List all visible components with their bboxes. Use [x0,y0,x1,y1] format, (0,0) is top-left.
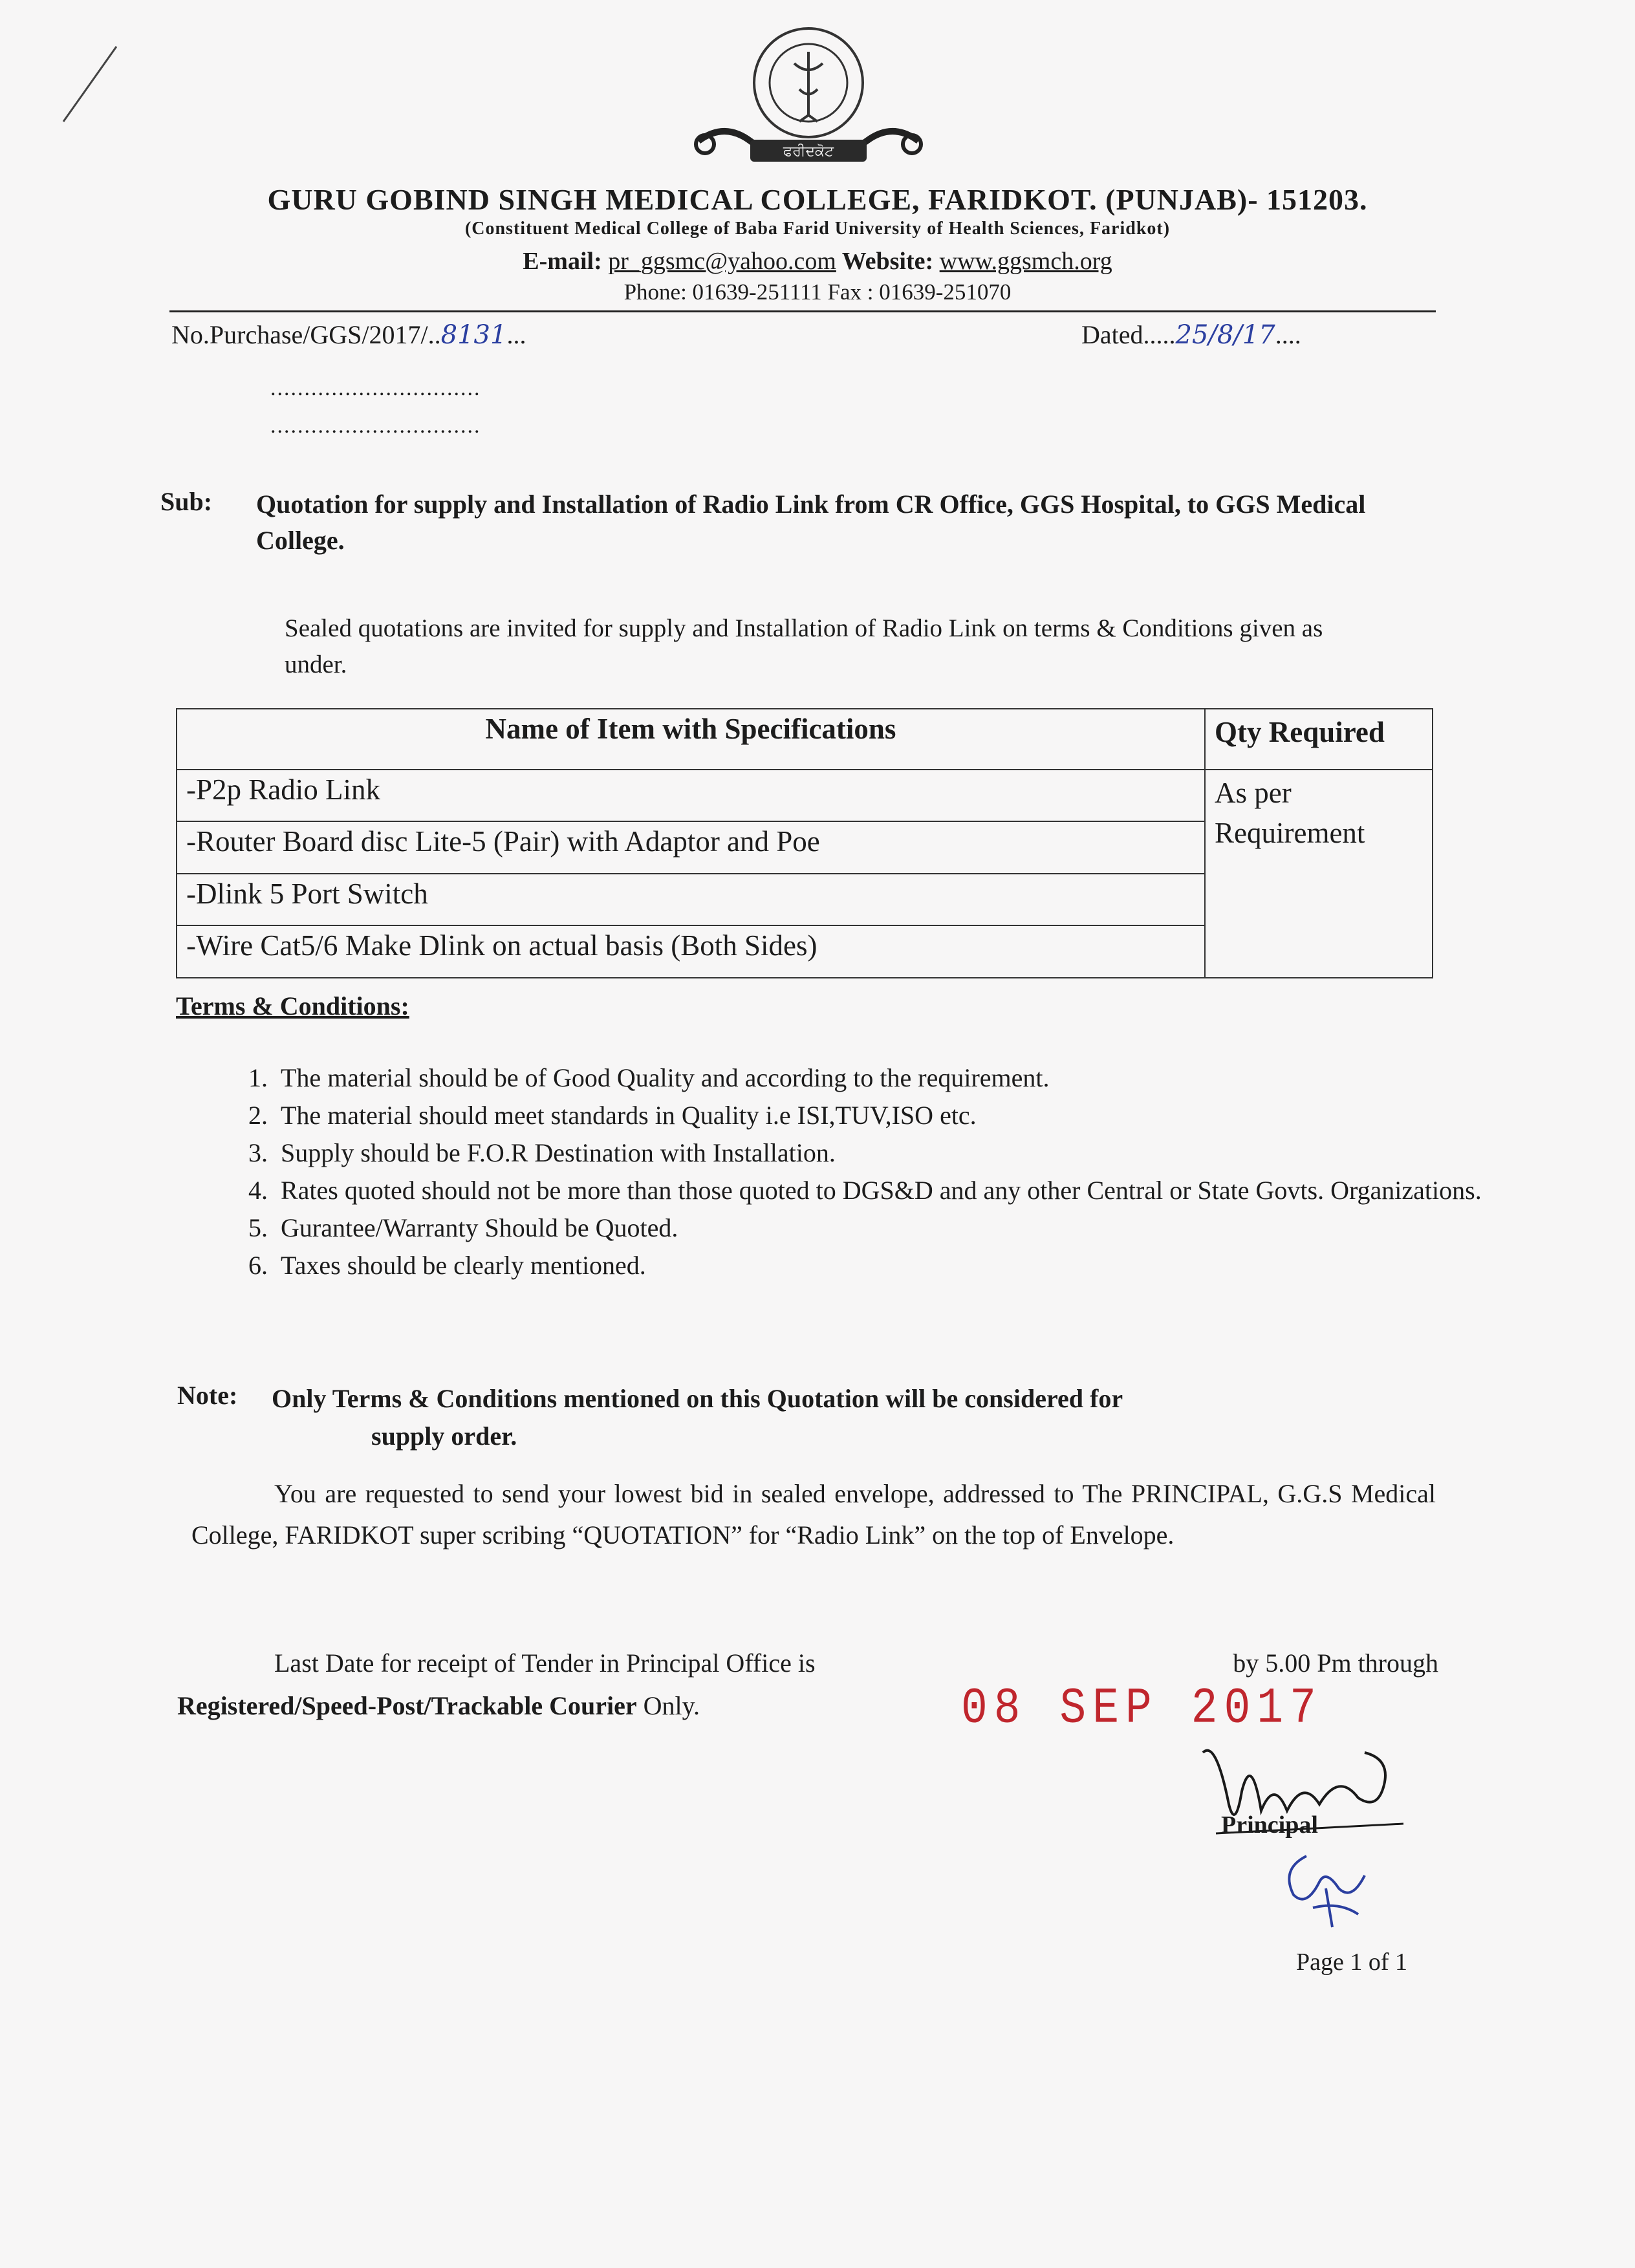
principal-signature [1190,1714,1410,1863]
terms-list [222,1059,1490,1284]
terms-heading: Terms & Conditions: [176,991,409,1021]
address-line-2: ............................... [270,414,481,438]
note-text [272,1380,1423,1455]
college-logo [686,12,931,180]
last-date-prefix: Last Date for receipt of Tender in Principal Office is [274,1648,816,1678]
note-line-2: supply order. [371,1421,517,1451]
request-paragraph: You are requested to send your lowest bid in sealed envelope, addressed to The PRINCIPAL, G.G.S Medical College, FARIDKOT super scribing “QUOTATION” for “Radio Link” on the top of Envelope. [191,1479,1436,1550]
date-stamp: 08 SEP 2017 [961,1680,1323,1738]
website-label: Website: [841,248,934,275]
item-cell: -Dlink 5 Port Switch [177,874,1205,926]
contact-line [0,247,1635,275]
email-label: E-mail: [523,248,602,275]
term-item: 2. The material should meet standards in Quality i.e ISI,TUV,ISO etc. [274,1097,1490,1134]
term-item: 5. Gurantee/Warranty Should be Quoted. [274,1209,1490,1247]
address-line-1: ............................... [270,376,481,400]
last-date-time: by 5.00 Pm through [1233,1648,1438,1678]
delivery-method [177,1690,700,1721]
pen-mark [52,39,129,136]
term-item: 3. Supply should be F.O.R Destination with Installation. [274,1134,1490,1172]
logo-banner-text: ਫਰੀਦਕੋਟ [783,144,834,160]
intro-text: Sealed quotations are invited for supply and Installation of Radio Link on terms & Conditions given as under. [285,614,1323,678]
reference-handwritten: 8131 [440,320,507,350]
item-cell: -Router Board disc Lite-5 (Pair) with Adaptor and Poe [177,821,1205,874]
email-link[interactable]: pr_ggsmc@yahoo.com [608,248,836,275]
term-item: 1. The material should be of Good Quality and according to the requirement. [274,1059,1490,1097]
phone-fax-line: Phone: 01639-251111 Fax : 01639-251070 [623,279,1012,305]
subject-label: Sub: [160,487,213,516]
note-line-1: Only Terms & Conditions mentioned on this Quotation will be considered for [272,1384,1123,1413]
website-link[interactable]: www.ggsmch.org [939,248,1112,275]
dated-label: Dated..... [1081,320,1176,349]
reference-dots: ... [506,320,526,349]
header-divider [169,310,1436,312]
table-header-row [177,709,1433,770]
constituent-line: (Constituent Medical College of Baba Farid University of Health Sciences, Faridkot) [464,219,1171,239]
subject-text: Quotation for supply and Installation of Radio Link from CR Office, GGS Hospital, to GGS Medical College. [256,490,1366,555]
initials-signature [1268,1843,1397,1934]
qty-column-header: Qty Required [1205,709,1433,770]
qty-cell: As per Requirement [1205,770,1433,978]
reference-number [171,319,526,350]
delivery-modes: Registered/Speed-Post/Trackable Courier [177,1691,637,1720]
table-row [177,770,1433,822]
dated-dots: .... [1275,320,1301,349]
note-label: Note: [177,1381,238,1410]
item-column-header: Name of Item with Specifications [177,709,1205,770]
item-cell: -Wire Cat5/6 Make Dlink on actual basis (Both Sides) [177,925,1205,978]
principal-title: Principal [1221,1811,1318,1839]
last-date-line [274,1648,1438,1678]
delivery-only: Only. [643,1691,700,1720]
date-handwritten: 25/8/17 [1175,320,1275,350]
items-table [176,708,1433,978]
item-cell: -P2p Radio Link [177,770,1205,822]
reference-label: No.Purchase/GGS/2017/.. [171,320,441,349]
page-number: Page 1 of 1 [1296,1949,1408,1976]
college-name: GURU GOBIND SINGH MEDICAL COLLEGE, FARIDKOT. (PUNJAB)- 151203. [267,183,1368,216]
dated-field [1081,319,1301,350]
term-item: 6. Taxes should be clearly mentioned. [274,1247,1490,1284]
term-item: 4. Rates quoted should not be more than those quoted to DGS&D and any other Central or State Govts. Organizations. [274,1172,1490,1209]
